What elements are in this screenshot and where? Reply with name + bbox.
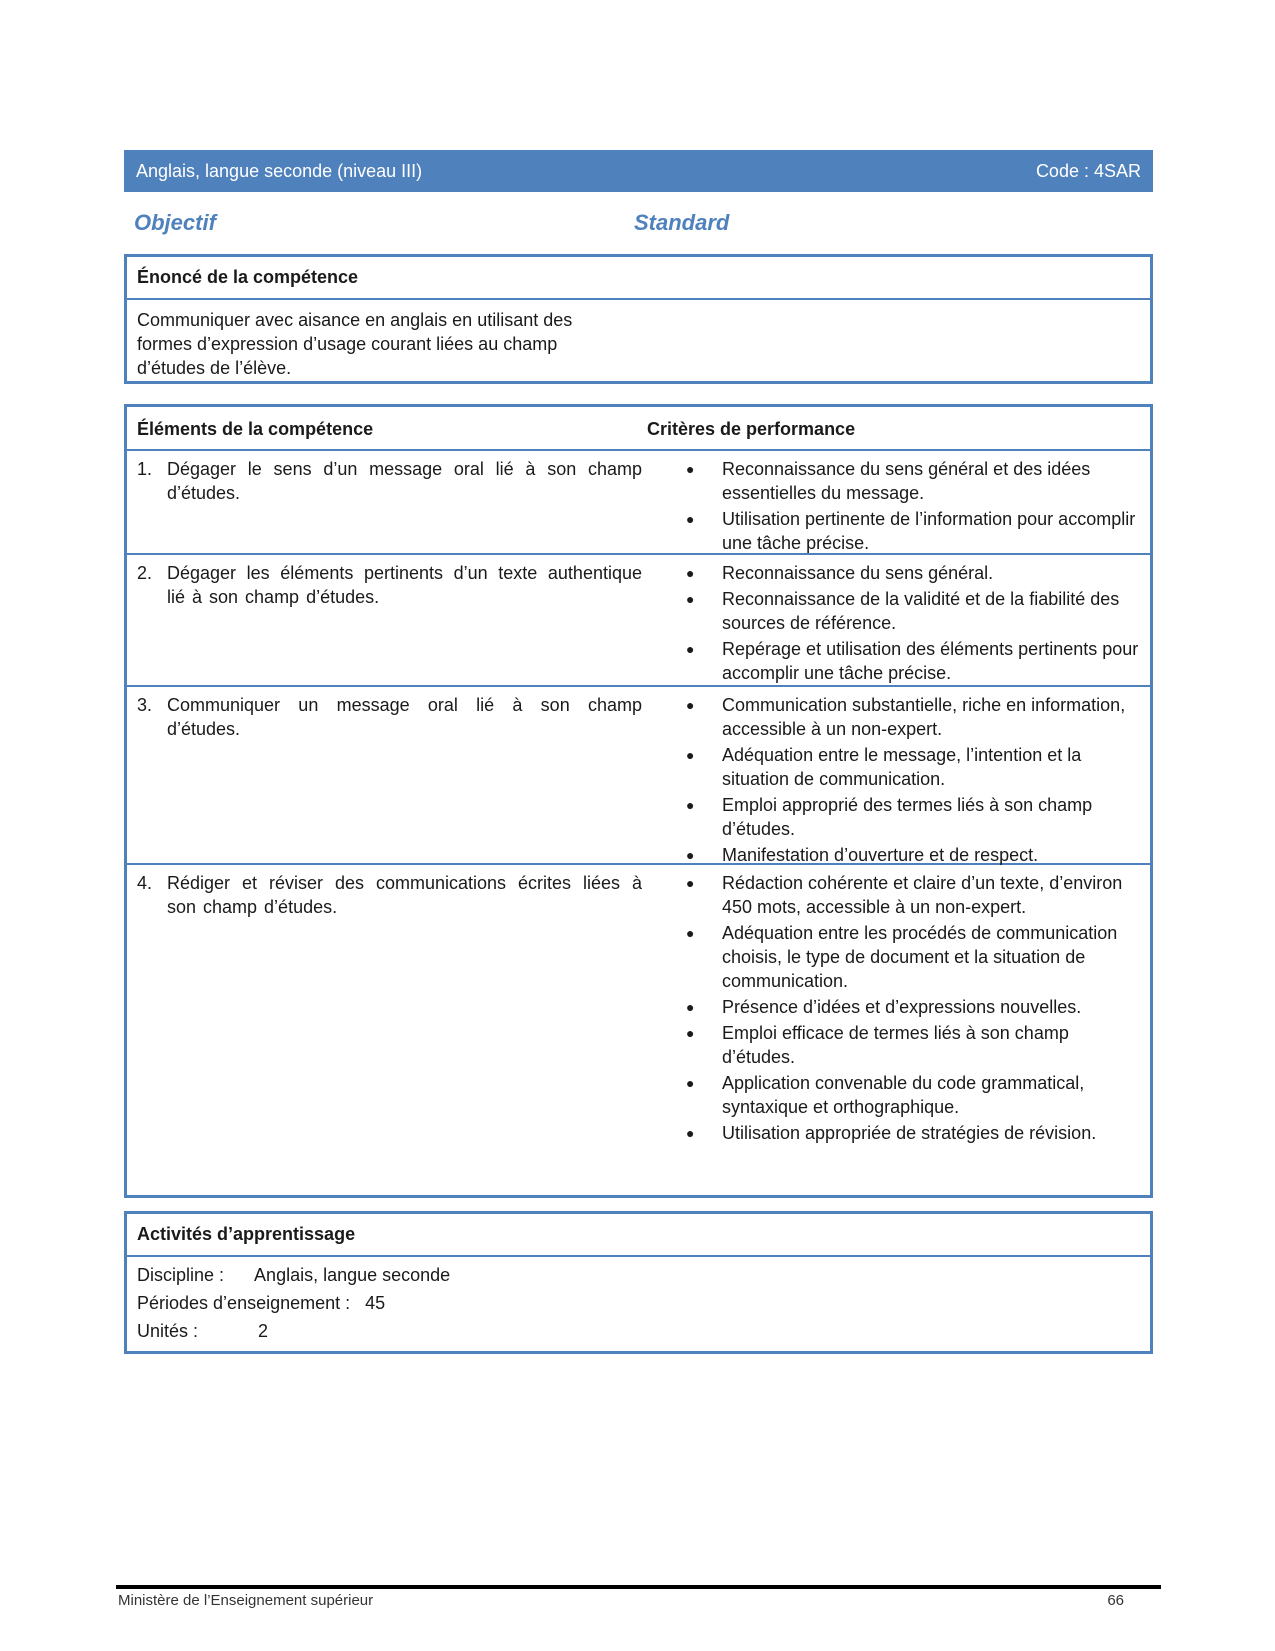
- criterion-item: ● Application convenable du code grammatical, syntaxique et orthographique.: [682, 1071, 1140, 1119]
- document-header-bar: [124, 150, 1153, 192]
- discipline-value: Anglais, langue seconde: [254, 1265, 451, 1285]
- criterion-item: ● Emploi efficace de termes liés à son champ d’études.: [682, 1021, 1140, 1069]
- objective-standard-row: [134, 210, 754, 236]
- element-number: 2.: [137, 563, 153, 583]
- criterion-item: ● Reconnaissance de la validité et de la fiabilité des sources de référence.: [682, 587, 1140, 635]
- unites-label: Unités :: [137, 1321, 259, 1341]
- criterion-item: ● Manifestation d’ouverture et de respect.: [682, 843, 1140, 867]
- criterion-item: ● Utilisation pertinente de l’information pour accomplir une tâche précise.: [682, 507, 1140, 555]
- element-number: 4.: [137, 873, 153, 893]
- bullet-icon: ●: [686, 591, 695, 607]
- criterion-item: ● Adéquation entre le message, l’intention et la situation de communication.: [682, 743, 1140, 791]
- activites-heading: Activités d’apprentissage: [127, 1214, 1150, 1257]
- element-number: 1.: [137, 459, 153, 479]
- element-row: [127, 555, 1150, 687]
- bullet-icon: ●: [686, 1075, 695, 1091]
- unites-line: [127, 1317, 1150, 1345]
- criteria-heading: Critères de performance: [647, 419, 856, 439]
- criterion-item: ● Reconnaissance du sens général.: [682, 561, 1140, 585]
- activites-box: [124, 1211, 1153, 1354]
- criterion-item: ● Présence d’idées et d’expressions nouvelles.: [682, 995, 1140, 1019]
- enonce-text: Communiquer avec aisance en anglais en utilisant des formes d’expression d’usage courant liées au champ d’études de l’élève.: [137, 310, 573, 378]
- criterion-item: ● Repérage et utilisation des éléments pertinents pour accomplir une tâche précise.: [682, 637, 1140, 685]
- discipline-label: Discipline :: [137, 1265, 255, 1285]
- bullet-icon: ●: [686, 847, 695, 863]
- element-number: 3.: [137, 695, 153, 715]
- enonce-heading: Énoncé de la compétence: [127, 257, 1150, 300]
- element-text: Communiquer un message oral lié à son champ d’études.: [167, 695, 642, 739]
- element-text: Dégager les éléments pertinents d’un texte authentique lié à son champ d’études.: [167, 563, 642, 607]
- bullet-icon: ●: [686, 641, 695, 657]
- standard-label: Standard: [634, 210, 730, 235]
- footer-divider: [116, 1585, 1161, 1589]
- discipline-line: [127, 1261, 1150, 1289]
- course-code: Code : 4SAR: [1035, 160, 1141, 181]
- bullet-icon: ●: [686, 999, 695, 1015]
- page-number: 66: [1107, 1592, 1124, 1609]
- objectif-label: Objectif: [134, 210, 216, 235]
- criterion-item: ● Utilisation appropriée de stratégies de révision.: [682, 1121, 1140, 1145]
- page-footer: [118, 1592, 1124, 1609]
- element-row: [127, 687, 1150, 865]
- enonce-box: [124, 254, 1153, 384]
- element-text: Rédiger et réviser des communications écrites liées à son champ d’études.: [167, 873, 642, 917]
- periodes-line: [127, 1289, 1150, 1317]
- bullet-icon: ●: [686, 797, 695, 813]
- criterion-item: ● Emploi approprié des termes liés à son champ d’études.: [682, 793, 1140, 841]
- bullet-icon: ●: [686, 1025, 695, 1041]
- bullet-icon: ●: [686, 697, 695, 713]
- element-row: [127, 865, 1150, 1185]
- bullet-icon: ●: [686, 511, 695, 527]
- criterion-item: ● Adéquation entre les procédés de communication choisis, le type de document et la situation de communication.: [682, 921, 1140, 993]
- element-text: Dégager le sens d’un message oral lié à son champ d’études.: [167, 459, 642, 503]
- periodes-value: 45: [365, 1293, 386, 1313]
- bullet-icon: ●: [686, 461, 695, 477]
- bullet-icon: ●: [686, 747, 695, 763]
- bullet-icon: ●: [686, 565, 695, 581]
- periodes-label: Périodes d’enseignement :: [137, 1293, 366, 1313]
- elements-header: [127, 407, 1150, 451]
- bullet-icon: ●: [686, 925, 695, 941]
- criterion-item: ● Communication substantielle, riche en information, accessible à un non-expert.: [682, 693, 1140, 741]
- course-title: Anglais, langue seconde (niveau III): [136, 160, 423, 181]
- footer-ministry: Ministère de l’Enseignement supérieur: [118, 1592, 374, 1609]
- criterion-item: ● Reconnaissance du sens général et des idées essentielles du message.: [682, 457, 1140, 505]
- elements-heading: Éléments de la compétence: [137, 419, 374, 439]
- unites-value: 2: [258, 1321, 269, 1341]
- bullet-icon: ●: [686, 1125, 695, 1141]
- element-row: [127, 451, 1150, 555]
- bullet-icon: ●: [686, 875, 695, 891]
- elements-box: [124, 404, 1153, 1198]
- criterion-item: ● Rédaction cohérente et claire d’un texte, d’environ 450 mots, accessible à un non-expert.: [682, 871, 1140, 919]
